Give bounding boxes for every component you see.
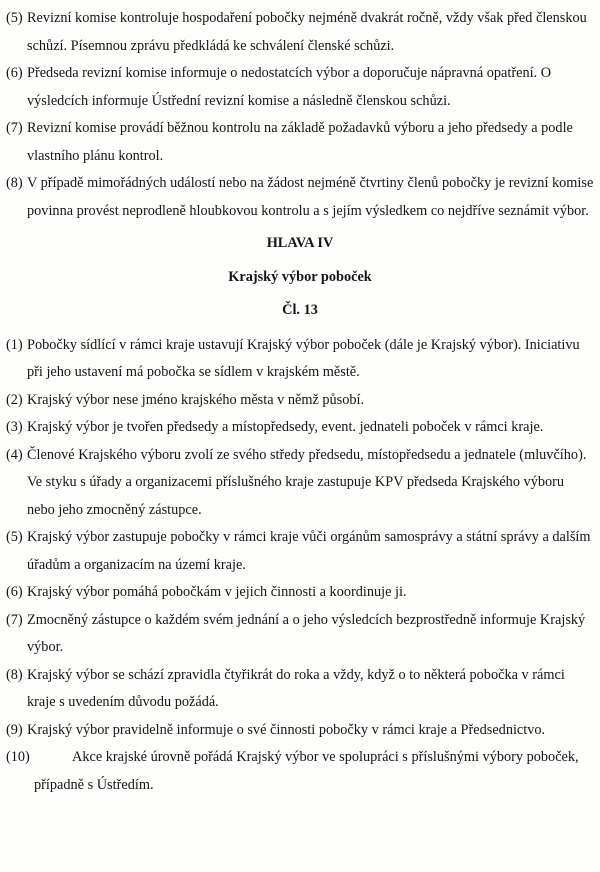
headings-block (6, 230, 594, 325)
item-text: Krajský výbor pomáhá pobočkám v jejich činnosti a koordinuje ji. (27, 584, 407, 600)
item-number: (5) (6, 10, 23, 26)
item-number: (5) (6, 529, 23, 545)
item-text: Předseda revizní komise informuje o nedostatcích výbor a doporučuje nápravná opatření. O výsledcích informuje Ústřední revizní komise a následně členskou schůzi. (27, 65, 552, 109)
numbered-item (6, 60, 594, 115)
numbered-item (6, 524, 594, 579)
item-text: Revizní komise kontroluje hospodaření pobočky nejméně dvakrát ročně, vždy však před členskou schůzí. Písemnou zprávu předkládá ke schválení členské schůzi. (27, 10, 587, 54)
continued-numbered-list (6, 5, 594, 225)
numbered-item (6, 5, 594, 60)
numbered-item (6, 607, 594, 662)
item-number: (3) (6, 419, 23, 435)
article-heading: Čl. 13 (282, 302, 318, 318)
item-number: (9) (6, 721, 23, 738)
item-text: Krajský výbor se schází zpravidla čtyřikrát do roka a vždy, když o to některá pobočka v rámci kraje s uvedením důvodu požádá. (27, 666, 565, 710)
item-text: Zmocněný zástupce o každém svém jednání a o jeho výsledcích bezprostředně informuje Krajský výbor. (27, 611, 586, 655)
numbered-item (6, 744, 594, 799)
numbered-item (6, 170, 594, 225)
numbered-item (6, 387, 594, 415)
item-text: V případě mimořádných událostí nebo na žádost nejméně čtvrtiny členů pobočky je revizní komise povinna provést neprodleně hloubkovou kontrolu a s jejím výsledkem co nejdříve seznámit výbor. (27, 175, 594, 219)
item-number: (8) (6, 666, 23, 683)
item-number: (7) (6, 611, 23, 628)
item-number: (7) (6, 120, 23, 136)
numbered-item (6, 579, 594, 607)
article-numbered-list (6, 332, 594, 800)
item-number: (4) (6, 446, 23, 463)
chapter-heading: HLAVA IV (266, 235, 334, 251)
item-text: Pobočky sídlící v rámci kraje ustavují Krajský výbor poboček (dále je Krajský výbor). Iniciativu při jeho ustavení má pobočka se sídlem v krajském městě. (27, 336, 580, 380)
item-text: Akce krajské úrovně pořádá Krajský výbor ve spolupráci s příslušnými výbory poboček, případně s Ústředím. (34, 749, 579, 793)
item-number: (8) (6, 175, 23, 191)
item-number: (10) (6, 749, 30, 765)
numbered-item (6, 332, 594, 387)
numbered-item (6, 442, 594, 525)
numbered-item (6, 414, 594, 442)
item-text: Krajský výbor nese jméno krajského města v němž působí. (27, 391, 365, 408)
numbered-item (6, 115, 594, 170)
item-text: Krajský výbor zastupuje pobočky v rámci kraje vůči orgánům samosprávy a státní správy a dalším úřadům a organizacím na území kraje. (27, 529, 591, 573)
chapter-title: Krajský výbor poboček (228, 268, 372, 285)
numbered-item (6, 717, 594, 745)
item-text: Členové Krajského výboru zvolí ze svého středy předsedu, místopředsedu a jednatele (mluvčího). Ve styku s úřady a organizacemi příslušného kraje zastupuje KPV předseda Krajského výboru nebo jeho zmocněný zástupce. (27, 446, 587, 518)
item-number: (6) (6, 65, 23, 81)
item-number: (2) (6, 391, 23, 408)
item-text: Revizní komise provádí běžnou kontrolu na základě požadavků výboru a jeho předsedy a podle vlastního plánu kontrol. (27, 120, 573, 164)
item-number: (1) (6, 336, 23, 353)
item-number: (6) (6, 584, 23, 600)
numbered-item (6, 662, 594, 717)
item-text: Krajský výbor je tvořen předsedy a místopředsedy, event. jednateli poboček v rámci kraje. (27, 419, 544, 435)
item-text: Krajský výbor pravidelně informuje o své činnosti pobočky v rámci kraje a Předsednictvo. (27, 721, 546, 738)
